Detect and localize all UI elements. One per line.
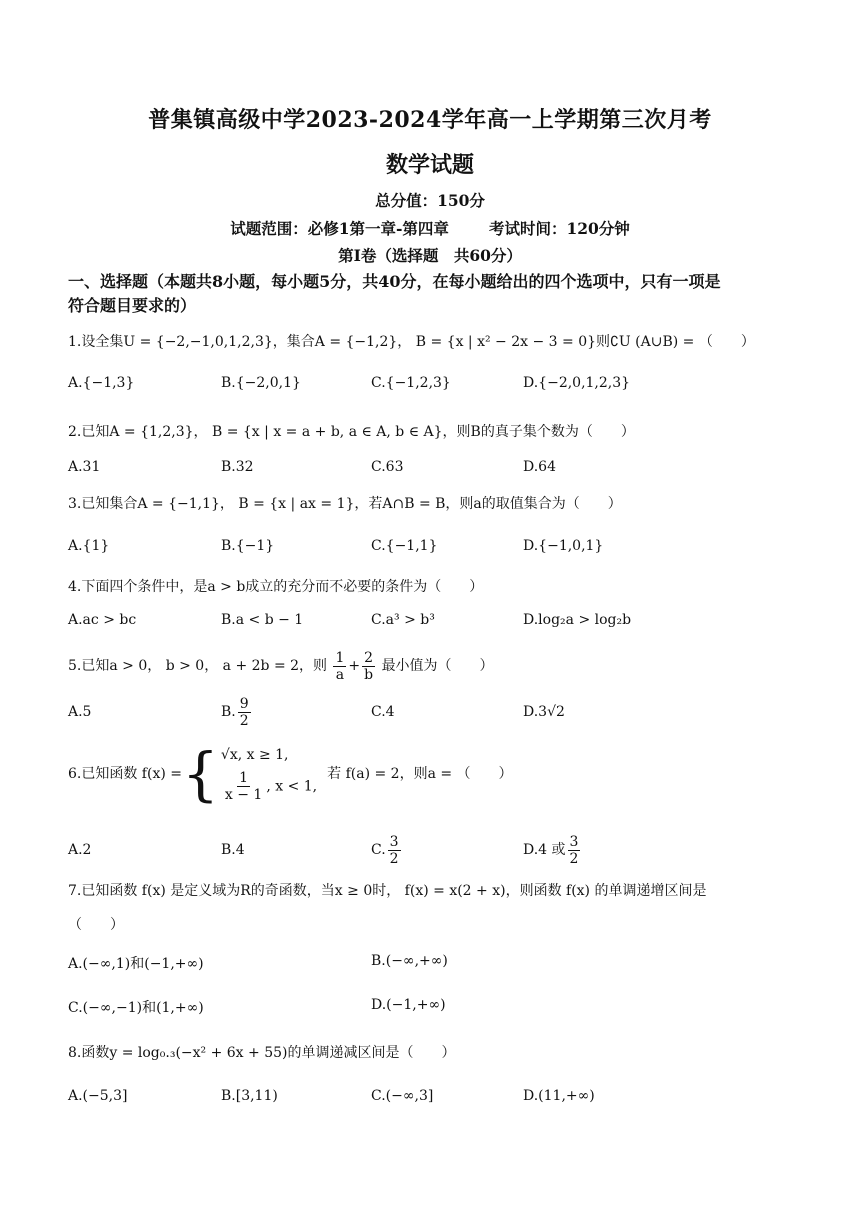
q8-option-c[interactable]: C.(−∞,3] [371,1088,434,1104]
q7-option-b[interactable]: B.(−∞,+∞) [371,953,448,969]
q1-option-b[interactable]: B.{−2,0,1} [221,375,301,391]
q5-frac1-denominator: a [335,666,345,683]
question-2-stem: 2.已知A = {1,2,3}， B = {x | x = a + b, a ∈ A, b ∈ A}，则B的真子集个数为（ ） [68,424,635,440]
q8-option-d[interactable]: D.(11,+∞) [523,1088,595,1104]
exam-subtitle: 数学试题 [385,152,474,178]
question-1-options [68,375,798,401]
q6-option-c-fraction [388,834,401,867]
q6-case-2-fraction [223,770,264,803]
q4-option-d[interactable]: D.log₂a > log₂b [523,612,632,628]
q8-option-b[interactable]: B.[3,11) [221,1088,278,1104]
q6-case-2 [221,770,317,803]
q6-option-d[interactable] [523,830,582,870]
q5-stem-end: 最小值为（ ） [381,658,494,674]
q6-optc-denominator: 2 [389,850,399,867]
q6-option-a[interactable]: A.2 [68,842,92,858]
question-6-stem [68,739,798,808]
q6-option-d-fraction [568,834,581,867]
q3-option-d[interactable]: D.{−1,0,1} [523,538,604,554]
question-6-options [68,830,798,870]
left-brace-icon: { [182,739,219,808]
q5-option-b-label: B. [221,704,236,720]
question-4-options [68,612,798,638]
section-heading-line2: 符合题目要求的） [68,296,197,315]
q7-option-c[interactable]: C.(−∞,−1)和(1,+∞) [68,1000,204,1016]
question-3-stem: 3.已知集合A = {−1,1}， B = {x | ax = 1}，若A∩B = B，则a的取值集合为（ ） [68,496,622,512]
q4-option-c[interactable]: C.a³ > b³ [371,612,435,628]
q5-frac1-numerator: 1 [335,649,345,666]
scope-and-time [0,217,860,239]
question-4-stem: 4.下面四个条件中，是a > b成立的充分而不必要的条件为（ ） [68,579,484,595]
q6-case2-numerator: 1 [239,770,249,786]
q5-frac2-denominator: b [364,666,374,683]
question-3-options [68,538,798,564]
q6-option-d-label: D.4 或 [523,842,566,858]
q5-stem-start: 5.已知a > 0， b > 0， a + 2b = 2，则 [68,658,328,674]
exam-title: 普集镇高级中学2023-2024学年高一上学期第三次月考 [148,107,712,133]
q6-option-c-label: C. [371,842,386,858]
q6-option-b[interactable]: B.4 [221,842,245,858]
q3-option-b[interactable]: B.{−1} [221,538,275,554]
q1-option-c[interactable]: C.{−1,2,3} [371,375,451,391]
q4-option-a[interactable]: A.ac > bc [68,612,137,628]
q1-option-a[interactable]: A.{−1,3} [68,375,135,391]
q6-piecewise [68,739,513,808]
q5-option-b-fraction [238,696,251,729]
q4-option-b[interactable]: B.a < b − 1 [221,612,304,628]
q6-case-1: √x, x ≥ 1, [220,747,289,763]
question-1-stem: 1.设全集U = {−2,−1,0,1,2,3}，集合A = {−1,2}， B = {x | x² − 2x − 3 = 0}则∁U (A∪B) = （ ） [68,334,755,350]
q5-frac2-numerator: 2 [364,649,374,666]
q2-option-d[interactable]: D.64 [523,459,556,475]
question-7-stem [68,880,798,936]
question-2-options [68,459,798,485]
section-heading-line1: 一、选择题（本题共8小题，每小题5分，共40分，在每小题给出的四个选项中，只有一项是 [68,272,721,291]
q5-option-c[interactable]: C.4 [371,704,395,720]
question-8-stem: 8.函数y = log₀.₃(−x² + 6x + 55)的单调递减区间是（ ） [68,1045,456,1061]
q5-fraction-1-over-a [333,650,346,683]
q5-optb-denominator: 2 [239,712,249,729]
q5-plus: + [348,658,361,674]
exam-scope: 试题范围：必修1第一章-第四章 [230,219,449,238]
question-7-options-row1 [68,953,798,979]
section-heading [68,270,798,318]
q1-option-d[interactable]: D.{−2,0,1,2,3} [523,375,631,391]
question-7-options-row2 [68,997,798,1023]
q5-option-d[interactable]: D.3√2 [523,704,565,720]
question-8-options [68,1088,798,1114]
q5-option-b[interactable] [221,692,253,732]
q6-cases [221,744,317,803]
q5-fraction-2-over-b [362,650,375,683]
q2-option-c[interactable]: C.63 [371,459,404,475]
q7-option-a[interactable]: A.(−∞,1)和(−1,+∞) [68,956,204,972]
q5-optb-numerator: 9 [239,695,249,712]
question-5-options [68,692,798,732]
q2-option-b[interactable]: B.32 [221,459,254,475]
q5-option-a[interactable]: A.5 [68,704,92,720]
q3-option-a[interactable]: A.{1} [68,538,110,554]
q7-stem-line1: 7.已知函数 f(x) 是定义域为R的奇函数，当x ≥ 0时， f(x) = x(2 + x)，则函数 f(x) 的单调递增区间是 [68,883,707,899]
q6-stem-start: 6.已知函数 f(x) = [68,765,182,782]
q6-optd-numerator: 3 [569,833,579,850]
q2-option-a[interactable]: A.31 [68,459,101,475]
q6-case2-denominator: x − 1 [224,787,263,803]
q8-option-a[interactable]: A.(−5,3] [68,1088,128,1104]
q3-option-c[interactable]: C.{−1,1} [371,538,438,554]
q7-stem-line2: （ ） [68,917,124,933]
exam-time: 考试时间：120分钟 [488,219,630,238]
q6-optc-numerator: 3 [389,833,399,850]
q6-option-c[interactable] [371,830,403,870]
total-score: 总分值：150分 [375,191,485,210]
q6-optd-denominator: 2 [569,850,579,867]
q7-option-d[interactable]: D.(−1,+∞) [371,997,446,1013]
question-5-stem [68,648,798,684]
volume-heading: 第Ⅰ卷（选择题 共60分） [338,246,522,265]
q6-case-2-condition: , x < 1, [266,778,318,795]
q6-stem-end: 若 f(a) = 2，则a = （ ） [327,765,513,782]
